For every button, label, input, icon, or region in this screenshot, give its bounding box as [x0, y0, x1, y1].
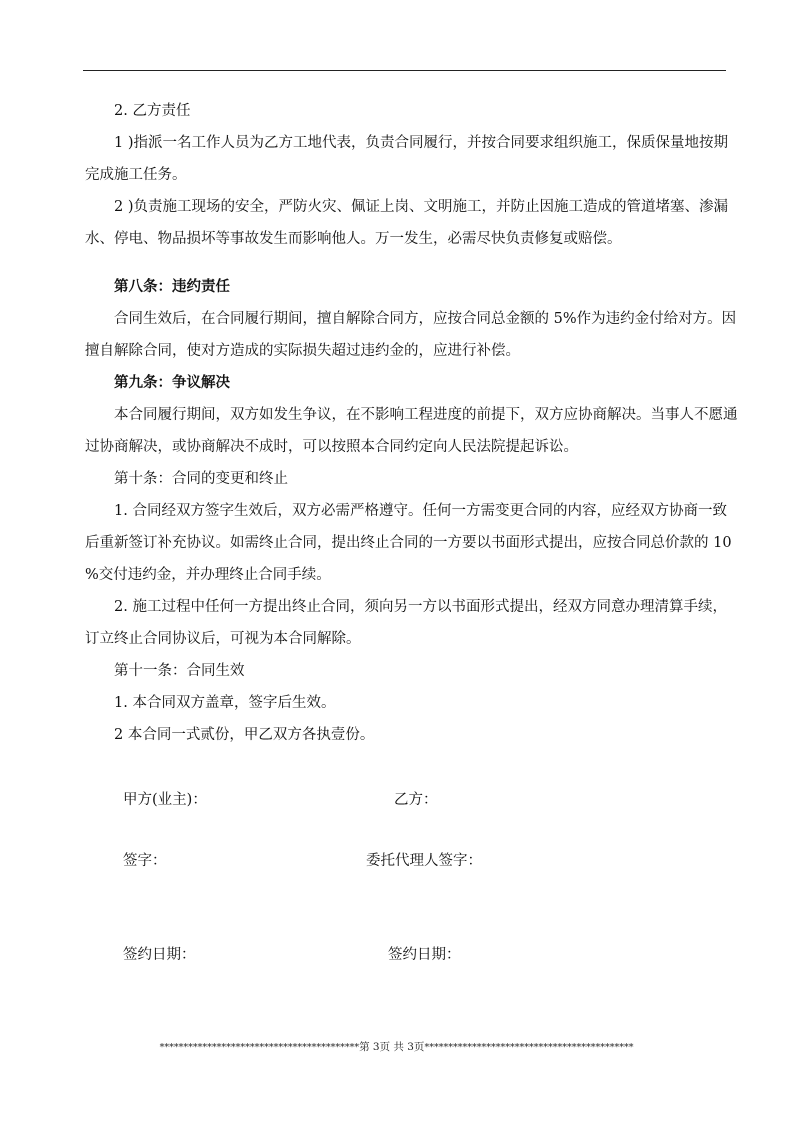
page-number: 第 3页 共 3页 — [359, 1041, 425, 1053]
clause-party-b-item-2: 2 )负责施工现场的安全，严防火灾、佩证上岗、文明施工，并防止因施工造成的管道堵塞、渗漏水、停电、物品损坏等事故发生而影响他人。万一发生，必需尽快负责修复或赔偿。 — [85, 199, 728, 247]
article-9-text: 本合同履行期间，双方如发生争议，在不影响工程进度的前提下，双方应协商解决。当事人不愿通过协商解决，或协商解决不成时，可以按照本合同约定向人民法院提起诉讼。 — [85, 407, 738, 455]
footer-stars-left: ****************************************** — [159, 1042, 360, 1053]
section-spacer — [85, 255, 740, 271]
header-rule — [83, 70, 726, 71]
party-b-agent-signature-label: 委托代理人签字： — [366, 853, 482, 869]
party-a-label: 甲方(业主)： — [123, 792, 207, 808]
article-11-item-2: 2 本合同一式贰份，甲乙双方各执壹份。 — [114, 727, 375, 743]
article-11-heading: 第十一条：合同生效 — [114, 663, 245, 679]
article-8-heading: 第八条：违约责任 — [114, 279, 230, 295]
clause-party-b-title: 2. 乙方责任 — [114, 103, 191, 119]
party-b-date-label: 签约日期： — [388, 947, 461, 963]
page-footer — [0, 1040, 793, 1055]
article-10-item-1: 1. 合同经双方签字生效后，双方必需严格遵守。任何一方需变更合同的内容，应经双方协商一致后重新签订补充协议。如需终止合同，提出终止合同的一方要以书面形式提出，应按合同总价款的 10 %交付违约金，并办理终止合同手续。 — [85, 503, 732, 583]
article-8-text: 合同生效后，在合同履行期间，擅自解除合同方，应按合同总金额的 5%作为违约金付给对方。因擅自解除合同，使对方造成的实际损失超过违约金的，应进行补偿。 — [85, 311, 737, 359]
article-11-item-1: 1. 本合同双方盖章，签字后生效。 — [114, 695, 336, 711]
contract-body — [85, 95, 740, 751]
article-10-item-2: 2. 施工过程中任何一方提出终止合同，须向另一方以书面形式提出，经双方同意办理清算手续，订立终止合同协议后，可视为本合同解除。 — [85, 599, 727, 647]
article-9-heading: 第九条：争议解决 — [114, 375, 230, 391]
clause-party-b-item-1: 1 )指派一名工作人员为乙方工地代表，负责合同履行，并按合同要求组织施工，保质保量地按期完成施工任务。 — [85, 135, 728, 183]
party-a-date-label: 签约日期： — [123, 947, 196, 963]
article-10-heading: 第十条：合同的变更和终止 — [114, 471, 288, 487]
footer-stars-right: ******************************************** — [424, 1042, 634, 1053]
party-b-label: 乙方： — [394, 792, 438, 808]
party-a-signature-label: 签字： — [123, 853, 167, 869]
